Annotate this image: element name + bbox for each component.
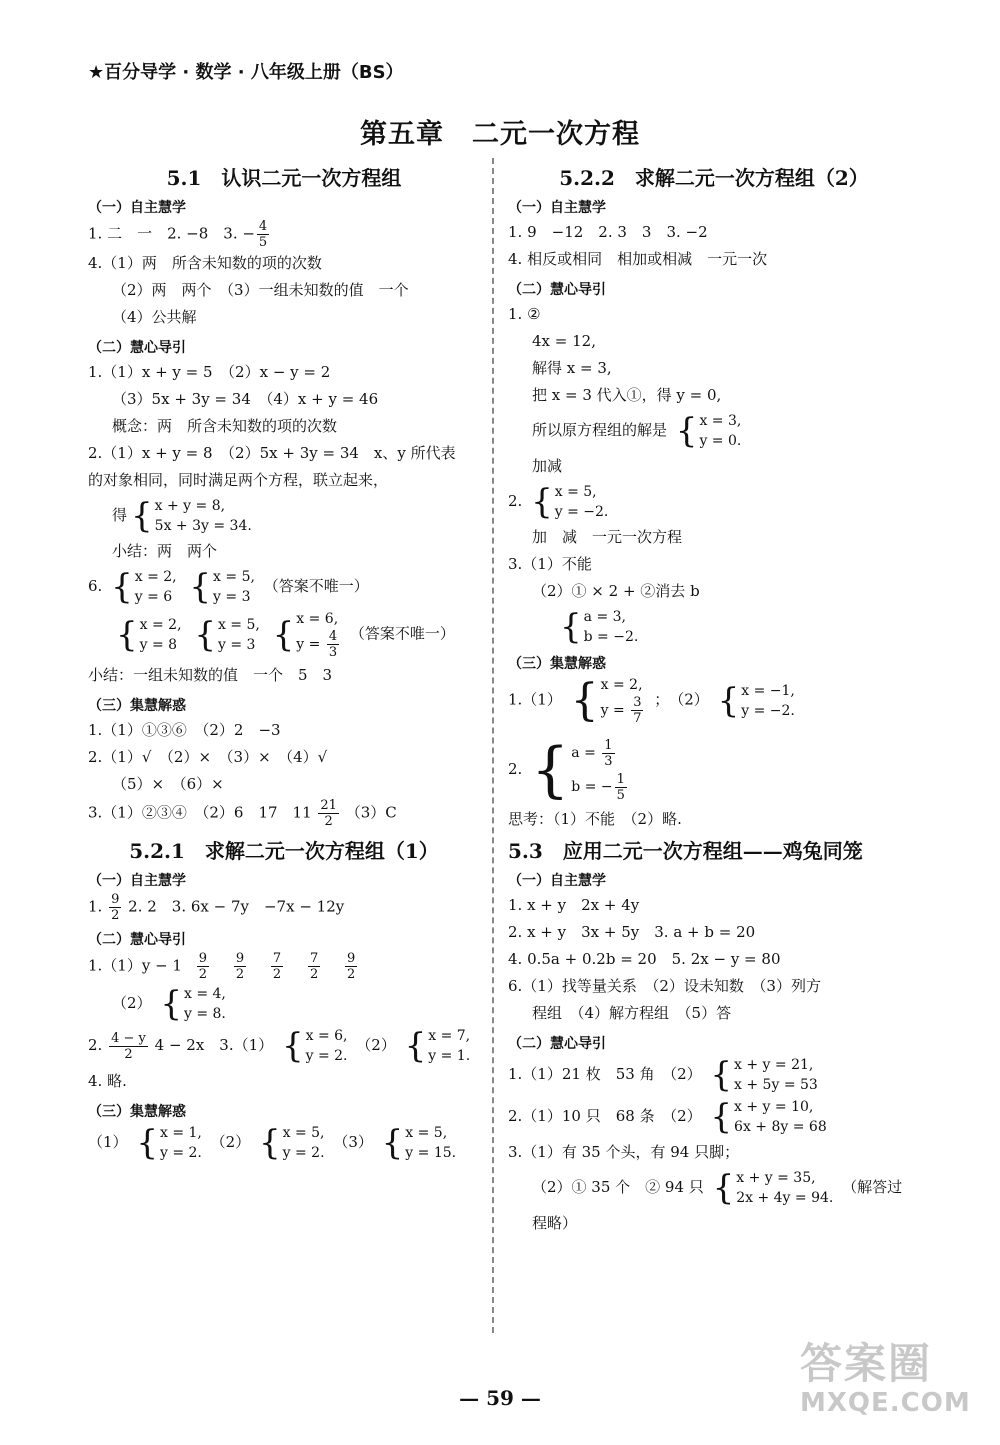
answer-line: 思考：（1）不能 （2）略. [508,810,682,828]
answer-line: { x = 2, y = 8 { x = 5, y = 3 { x = 6, y = $\frac{4}{3}$ （答案不唯一） [116,611,455,660]
answer-line: （5）× （6）× [112,775,224,793]
answer-line: （3）5x + 3y = 34 （4）x + y = 46 [112,390,379,408]
subsection-title: （三）集慧解惑 [88,1104,186,1120]
answer-line: 3.（1）有 35 个头，有 94 只脚； [508,1143,740,1161]
section-title: 5.1 认识二元一次方程组 [166,166,402,190]
fraction: $\frac{21}{2}$ [320,798,337,829]
equation-system: { a = $\frac{1}{3}$ b = − $\frac{1}{5}$ [531,735,625,805]
answer-line: 2. { a = $\frac{1}{3}$ b = − $\frac{1}{5}$ [508,736,920,804]
equation-system: { x = 6, y = $\frac{4}{3}$ [272,611,339,660]
equation-system: { x = 7, y = 1. [404,1026,471,1066]
equation-system: { x + y = 10, 6x + 8y = 68 [710,1097,827,1137]
column-divider [492,158,494,1333]
answer-line: 1. $\frac{9}{2}$ 2. 2 3. 6x − 7y −7x − 12y [88,892,345,923]
answer-line: 2. $\frac{4 - y}{2}$ 4 − 2x 3.（1） { x = 6, y = 2. （2） { x = 7, y = 1. [88,1026,471,1066]
answer-line: 2. { x = 5, y = −2. [508,482,609,522]
answer-line: 4. 相反或相同 相加或相减 一元一次 [508,250,768,268]
equation-system: { x = −1, y = −2. [717,680,795,721]
watermark-url: MXQE.COM [800,1388,971,1418]
answer-line: 加减 [532,457,563,475]
watermark [800,1340,990,1440]
watermark-title: 答案圈 [800,1339,933,1388]
answer-line: （4）公共解 [112,308,197,326]
equation-system: { x + y = 35, 2x + 4y = 94. [712,1168,834,1208]
section-title: 5.2.1 求解二元一次方程组（1） [129,839,439,863]
subsection-title: （二）慧心导引 [88,932,186,948]
answer-line: 把 x = 3 代入①，得 y = 0, [532,386,722,404]
equation-system: { x + y = 8, 5x + 3y = 34. [131,496,252,536]
equation-system: { x = 5, y = 2. [258,1123,325,1163]
equation-system: { x = 2, y = $\frac{3}{7}$ [570,674,643,726]
equation-system: { x = 4, y = 8. [160,984,226,1024]
right-column [508,162,920,1237]
answer-line: 4.（1）两 所含未知数的项的次数 [88,254,322,272]
equation-system: { x = 2, y = 6 [111,567,177,607]
answer-line: 6. { x = 2, y = 6 { x = 5, y = 3 （答案不唯一） [88,567,369,607]
equation-system: { x = 3, y = 0. [675,411,742,451]
answer-line: 概念：两 所含未知数的项的次数 [112,417,338,435]
equation-system: { x = 1, y = 2. [136,1123,202,1163]
answer-line: 1.（1） { x = 2, y = $\frac{3}{7}$ ； （2） { x = −1, y = −2. [508,674,795,726]
answer-line: （2）① 35 个 ② 94 只 { x + y = 35, 2x + 4y = 94. （解答过 [532,1168,903,1208]
answer-line: 3.（1）②③④ （2）6 17 11 $\frac{21}{2}$ （3）C [88,798,397,829]
subsection-title: （三）集慧解惑 [88,698,186,714]
fraction: $\frac{7}{2}$ [272,951,282,982]
answer-line: 4. 0.5a + 0.2b = 20 5. 2x − y = 80 [508,950,781,968]
answer-line: 1. x + y 2x + 4y [508,896,640,914]
equation-system: { x = 6, y = 2. [281,1026,348,1066]
fraction: $\frac{4}{3}$ [328,629,338,660]
equation-system: { x = 2, y = 8 [116,614,182,655]
answer-line: 的对象相同，同时满足两个方程，联立起来， [88,471,389,489]
book-header: ★百分导学 · 数学 · 八年级上册（BS） [88,62,404,83]
answer-line: 6.（1）找等量关系 （2）设未知数 （3）列方 [508,977,821,995]
answer-line: 得 { x + y = 8, 5x + 3y = 34. [112,496,252,536]
answer-line: 1.（1）21 枚 53 角 （2） { x + y = 21, x + 5y = 53 [508,1055,818,1095]
equation-system: { x + y = 21, x + 5y = 53 [710,1055,818,1095]
fraction: $\frac{9}{2}$ [111,892,120,923]
fraction: $\frac{4}{5}$ [258,219,268,250]
subsection-title: （一）自主慧学 [88,200,186,216]
equation-system: { a = 3, b = −2. [560,607,639,647]
answer-line: 小结：两 两个 [112,542,218,560]
answer-line: （1） { x = 1, y = 2. （2） { x = 5, y = 2. （3） { x = 5, y = 15. [88,1123,457,1163]
chapter-title: 第五章 二元一次方程 [360,119,640,150]
answer-line: 2.（1）10 只 68 条 （2） { x + y = 10, 6x + 8y = 68 [508,1097,827,1137]
answer-line: （2） { x = 4, y = 8. [112,984,226,1024]
answer-line: 1.（1）x + y = 5 （2）x − y = 2 [88,363,331,381]
subsection-title: （二）慧心导引 [508,282,606,298]
answer-line: 1.（1）y − 1 $\frac{9}{2}$ $\frac{9}{2}$ $\frac{7}{2}$ $\frac{7}{2}$ $\frac{9}{2}$ [88,951,356,982]
answer-line: （2）① × 2 + ②消去 b [532,582,700,600]
answer-line: 4x = 12, [532,332,596,350]
answer-line: 所以原方程组的解是 { x = 3, y = 0. [532,411,742,451]
fraction: $\frac{7}{2}$ [309,951,319,982]
answer-line: 3.（1）不能 [508,555,592,573]
page-number: — 59 — [459,1386,541,1410]
subsection-title: （一）自主慧学 [508,873,606,889]
fraction: $\frac{1}{3}$ [604,737,613,769]
equation-system: { x = 5, y = 15. [381,1123,457,1163]
answer-line: 程略） [532,1214,578,1232]
answer-line: 程组 （4）解方程组 （5）答 [532,1004,732,1022]
answer-line: 1.（1）①③⑥ （2）2 −3 [88,721,281,739]
answer-line: 4. 略. [88,1072,127,1090]
section-title: 5.3 应用二元一次方程组——鸡兔同笼 [508,839,863,863]
answer-line: （2）两 两个 （3）一组未知数的值 一个 [112,281,409,299]
fraction: $\frac{1}{5}$ [616,771,625,803]
subsection-title: （一）自主慧学 [508,200,606,216]
answer-line: 2.（1）x + y = 8 （2）5x + 3y = 34 x、y 所代表 [88,444,456,462]
equation-system: { x = 5, y = −2. [531,482,609,522]
answer-line: 2. x + y 3x + 5y 3. a + b = 20 [508,923,756,941]
answer-line [508,607,920,647]
equation-system: { x = 5, y = 3 [194,614,260,655]
answer-line: 1. ② [508,305,541,323]
answer-line: 1. 9 −12 2. 3 3 3. −2 [508,223,708,241]
equation-system: { x = 5, y = 3 [189,567,255,607]
answer-line: 1. 二 一 2. −8 3. − $\frac{4}{5}$ [88,219,268,250]
fraction: $\frac{9}{2}$ [347,951,356,982]
fraction: $\frac{3}{7}$ [633,695,642,726]
answer-line: 2.（1）√ （2）× （3）× （4）√ [88,748,328,766]
answer-line: 小结：一组未知数的值 一个 5 3 [88,666,333,684]
left-column [88,162,480,1165]
subsection-title: （三）集慧解惑 [508,656,606,672]
subsection-title: （二）慧心导引 [88,340,186,356]
fraction: $\frac{9}{2}$ [198,951,208,982]
answer-line: 加 减 一元一次方程 [532,528,683,546]
subsection-title: （一）自主慧学 [88,873,186,889]
fraction: $\frac{4 - y}{2}$ [111,1030,146,1062]
section-title: 5.2.2 求解二元一次方程组（2） [559,166,869,190]
subsection-title: （二）慧心导引 [508,1036,606,1052]
fraction: $\frac{9}{2}$ [235,951,245,982]
answer-line: 解得 x = 3, [532,359,612,377]
